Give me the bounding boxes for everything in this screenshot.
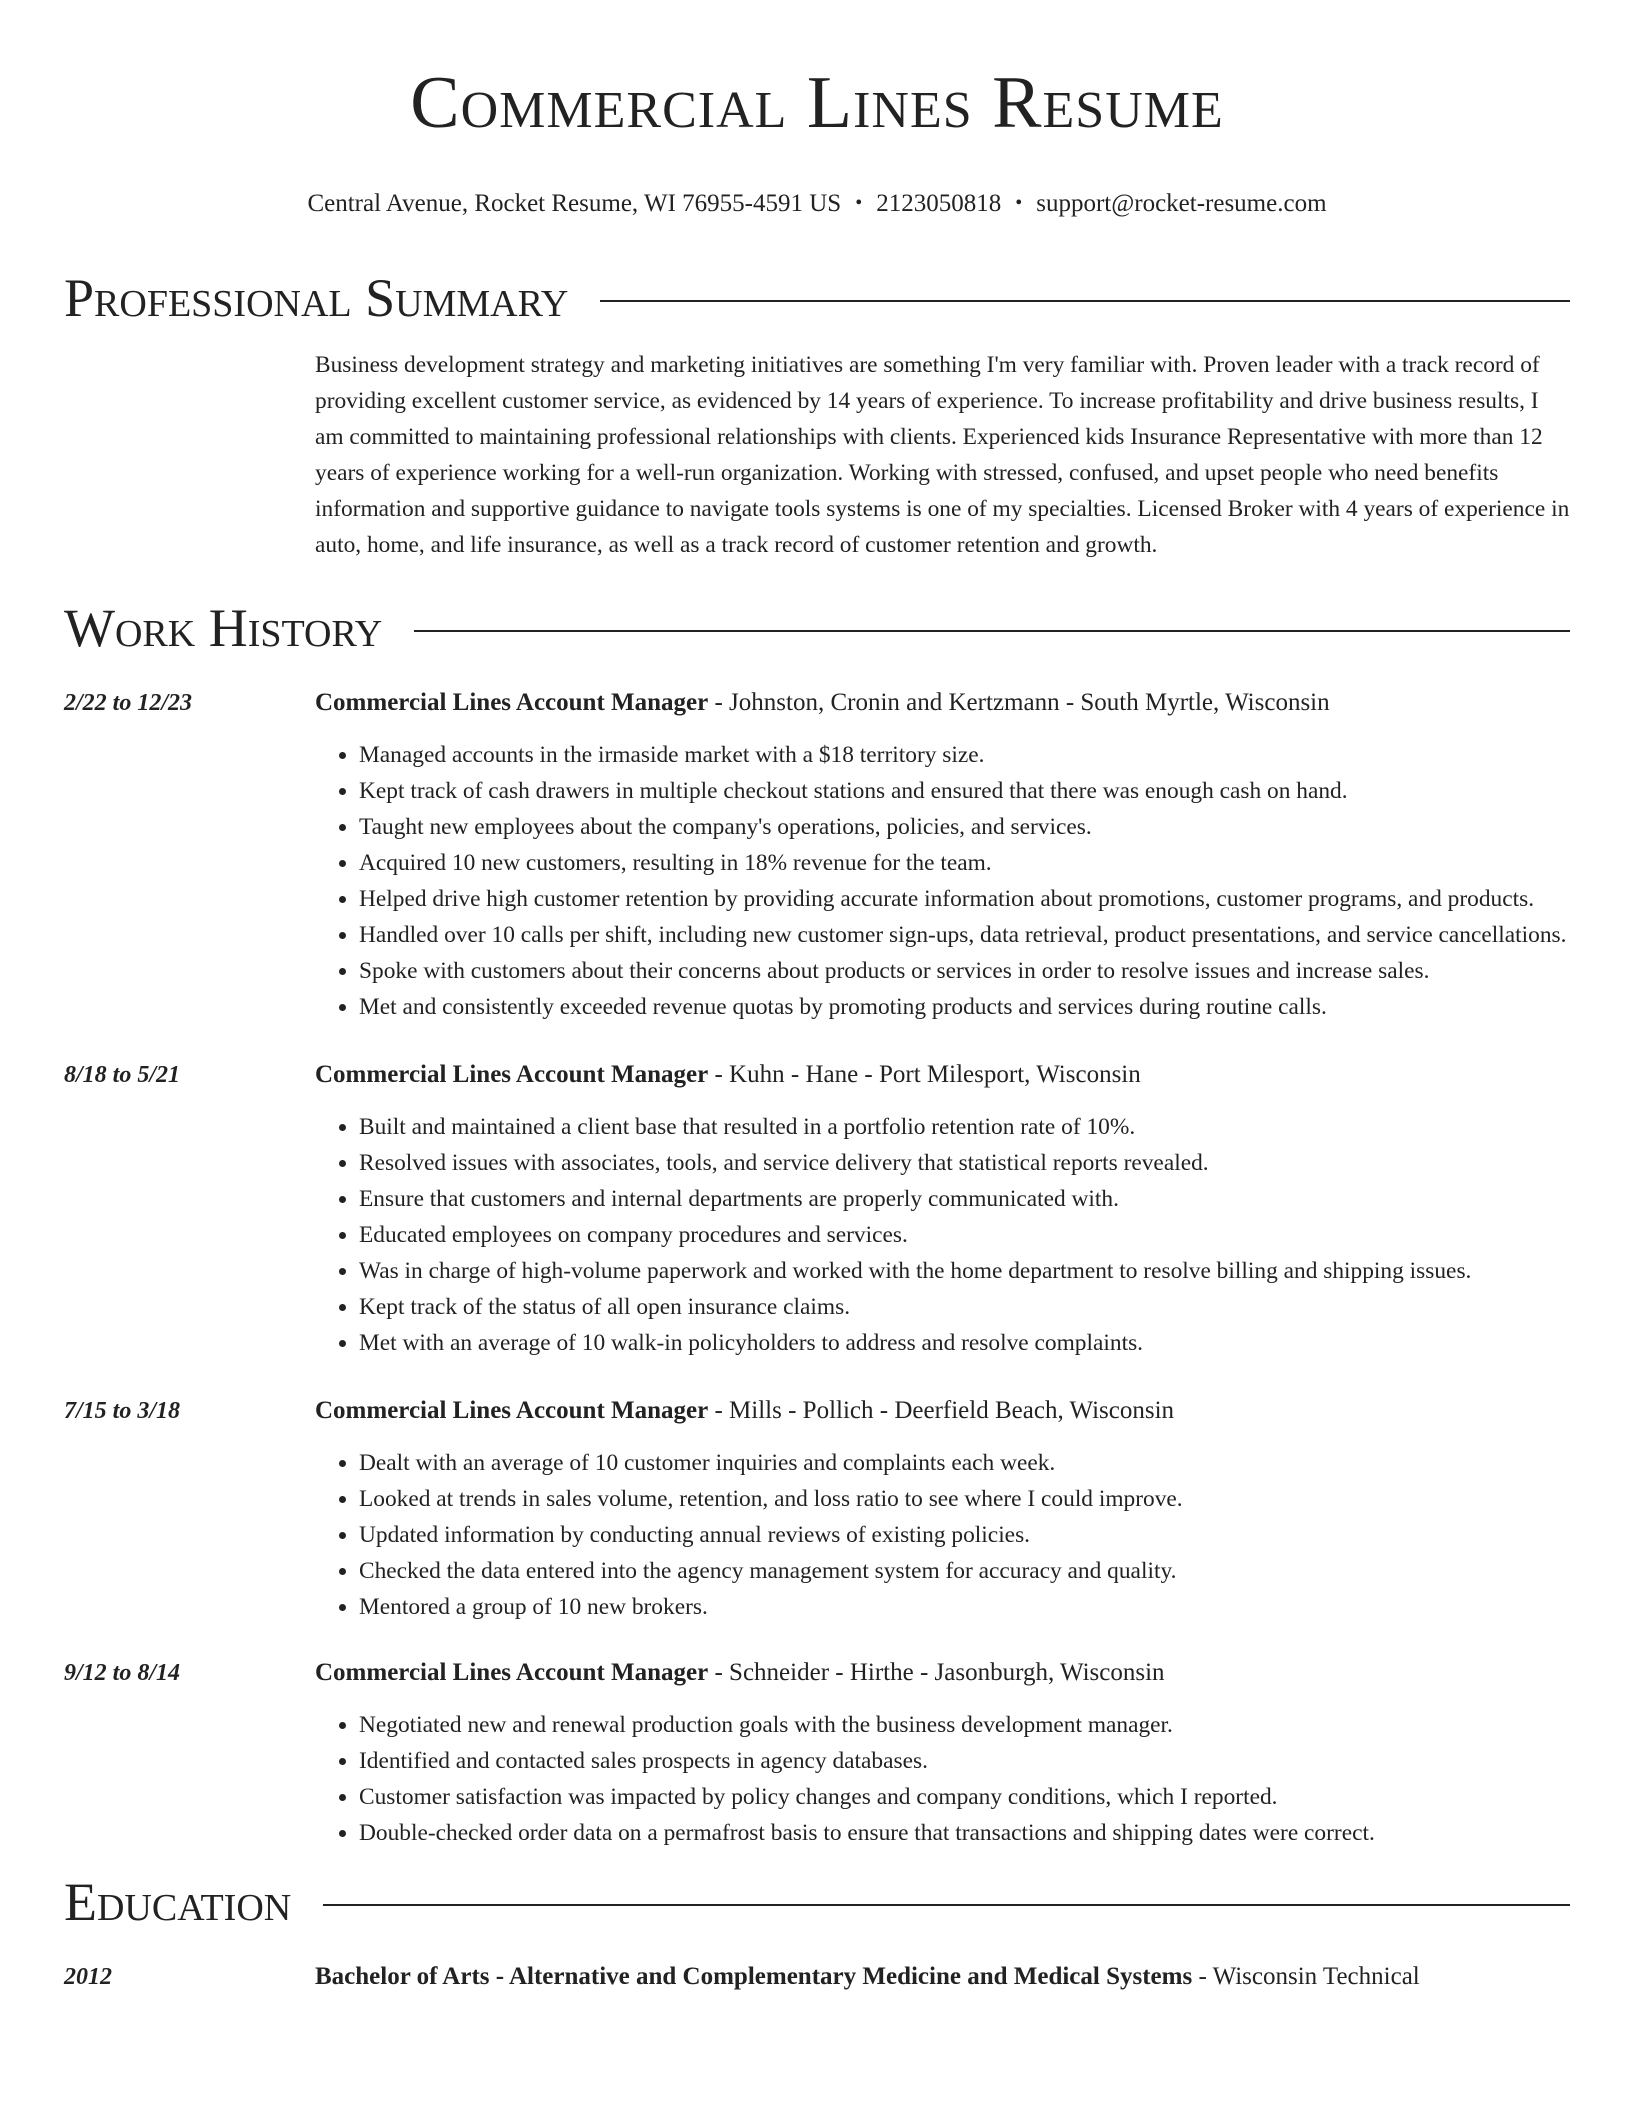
job-bullet: • Handled over 10 calls per shift, including new customer sign-ups, data retrieval, product presentations, and service cancellations.: [359, 917, 1570, 953]
job-body: [315, 1057, 1570, 1361]
section-rule: [323, 1904, 1570, 1906]
education-school: - Wisconsin Technical: [1192, 1963, 1420, 1990]
job-bullet: • Met with an average of 10 walk-in policyholders to address and resolve complaints.: [359, 1325, 1570, 1361]
job-entry: [64, 1655, 1570, 1851]
job-title-line: [315, 1393, 1570, 1429]
job-bullet: • Identified and contacted sales prospects in agency databases.: [359, 1743, 1570, 1779]
job-dates: 9/12 to 8/14: [64, 1660, 181, 1686]
section-title: Professional Summary: [64, 268, 569, 328]
job-bullet: • Was in charge of high-volume paperwork and worked with the home department to resolve billing and shipping issues.: [359, 1253, 1570, 1289]
separator-dot: •: [855, 192, 863, 214]
job-title: Commercial Lines Account Manager: [315, 1061, 709, 1088]
job-bullets: [359, 737, 1570, 1025]
resume-title: Commercial Lines Resume: [410, 62, 1224, 144]
job-title: Commercial Lines Account Manager: [315, 1659, 709, 1686]
email: support@rocket-resume.com: [1036, 190, 1327, 217]
education-entry: [64, 1959, 1570, 1995]
job-body: [315, 685, 1570, 1025]
job-bullet: • Kept track of cash drawers in multiple checkout stations and ensured that there was enough cash on hand.: [359, 773, 1570, 809]
job-dates: 2/22 to 12/23: [64, 690, 193, 716]
job-body: [315, 1393, 1570, 1625]
section-header-summary: [64, 267, 1570, 329]
section-rule: [414, 630, 1570, 632]
job-title-line: [315, 1655, 1570, 1691]
job-bullet: • Kept track of the status of all open insurance claims.: [359, 1289, 1570, 1325]
job-entry: [64, 685, 1570, 1025]
phone: 2123050818: [876, 190, 1002, 217]
job-bullets: [359, 1109, 1570, 1361]
job-bullet: • Resolved issues with associates, tools, and service delivery that statistical reports revealed.: [359, 1145, 1570, 1181]
job-bullet: • Acquired 10 new customers, resulting in 18% revenue for the team.: [359, 845, 1570, 881]
section-header-work-history: [64, 597, 1570, 659]
job-employer: - Kuhn - Hane - Port Milesport, Wisconsin: [708, 1061, 1141, 1088]
job-bullet: • Educated employees on company procedures and services.: [359, 1217, 1570, 1253]
job-employer: - Schneider - Hirthe - Jasonburgh, Wisconsin: [708, 1659, 1165, 1686]
job-title-line: [315, 685, 1570, 721]
job-bullet: • Managed accounts in the irmaside market with a $18 territory size.: [359, 737, 1570, 773]
job-bullet: • Customer satisfaction was impacted by policy changes and company conditions, which I reported.: [359, 1779, 1570, 1815]
job-bullet: • Met and consistently exceeded revenue quotas by promoting products and services during routine calls.: [359, 989, 1570, 1025]
job-bullets: [359, 1445, 1570, 1625]
job-entry: [64, 1393, 1570, 1625]
section-title: Education: [64, 1872, 292, 1932]
job-dates: 7/15 to 3/18: [64, 1398, 181, 1424]
job-employer: - Mills - Pollich - Deerfield Beach, Wisconsin: [708, 1397, 1175, 1424]
separator-dot: •: [1015, 192, 1023, 214]
education-year: 2012: [64, 1964, 112, 1990]
section-rule: [600, 300, 1570, 302]
summary-text: Business development strategy and marketing initiatives are something I'm very familiar with. Proven leader with a track record of providing excellent customer service, as evidenced by 14 years of experience. To increase profitability and drive business results, I am committed to maintaining professional relationships with clients. Experienced kids Insurance Representative with more than 12 years of experience working for a well-run organization. Working with stressed, confused, and upset people who need benefits information and supportive guidance to navigate tools systems is one of my specialties. Licensed Broker with 4 years of experience in auto, home, and life insurance, as well as a track record of customer retention and growth.: [315, 352, 1570, 558]
job-title: Commercial Lines Account Manager: [315, 1397, 709, 1424]
contact-line: [64, 186, 1570, 221]
job-bullets: [359, 1707, 1570, 1851]
job-bullet: • Taught new employees about the company's operations, policies, and services.: [359, 809, 1570, 845]
job-bullet: • Looked at trends in sales volume, retention, and loss ratio to see where I could improve.: [359, 1481, 1570, 1517]
job-employer: - Johnston, Cronin and Kertzmann - South Myrtle, Wisconsin: [708, 689, 1330, 716]
job-bullet: • Ensure that customers and internal departments are properly communicated with.: [359, 1181, 1570, 1217]
education-degree: Bachelor of Arts - Alternative and Complementary Medicine and Medical Systems: [315, 1963, 1193, 1990]
job-title-line: [315, 1057, 1570, 1093]
job-title: Commercial Lines Account Manager: [315, 689, 709, 716]
job-bullet: • Spoke with customers about their concerns about products or services in order to resolve issues and increase sales.: [359, 953, 1570, 989]
education-body: [315, 1959, 1420, 1995]
section-title: Work History: [64, 598, 383, 658]
address: Central Avenue, Rocket Resume, WI 76955-4591 US: [307, 190, 842, 217]
job-bullet: • Mentored a group of 10 new brokers.: [359, 1589, 1570, 1625]
section-header-education: [64, 1871, 1570, 1933]
job-bullet: • Built and maintained a client base that resulted in a portfolio retention rate of 10%.: [359, 1109, 1570, 1145]
job-entry: [64, 1057, 1570, 1361]
job-bullet: • Dealt with an average of 10 customer inquiries and complaints each week.: [359, 1445, 1570, 1481]
job-body: [315, 1655, 1570, 1851]
job-bullet: • Checked the data entered into the agency management system for accuracy and quality.: [359, 1553, 1570, 1589]
job-bullet: • Double-checked order data on a permafrost basis to ensure that transactions and shipping dates were correct.: [359, 1815, 1570, 1851]
job-dates: 8/18 to 5/21: [64, 1062, 181, 1088]
job-bullet: • Negotiated new and renewal production goals with the business development manager.: [359, 1707, 1570, 1743]
job-bullet: • Helped drive high customer retention by providing accurate information about promotions, customer programs, and products.: [359, 881, 1570, 917]
job-bullet: • Updated information by conducting annual reviews of existing policies.: [359, 1517, 1570, 1553]
